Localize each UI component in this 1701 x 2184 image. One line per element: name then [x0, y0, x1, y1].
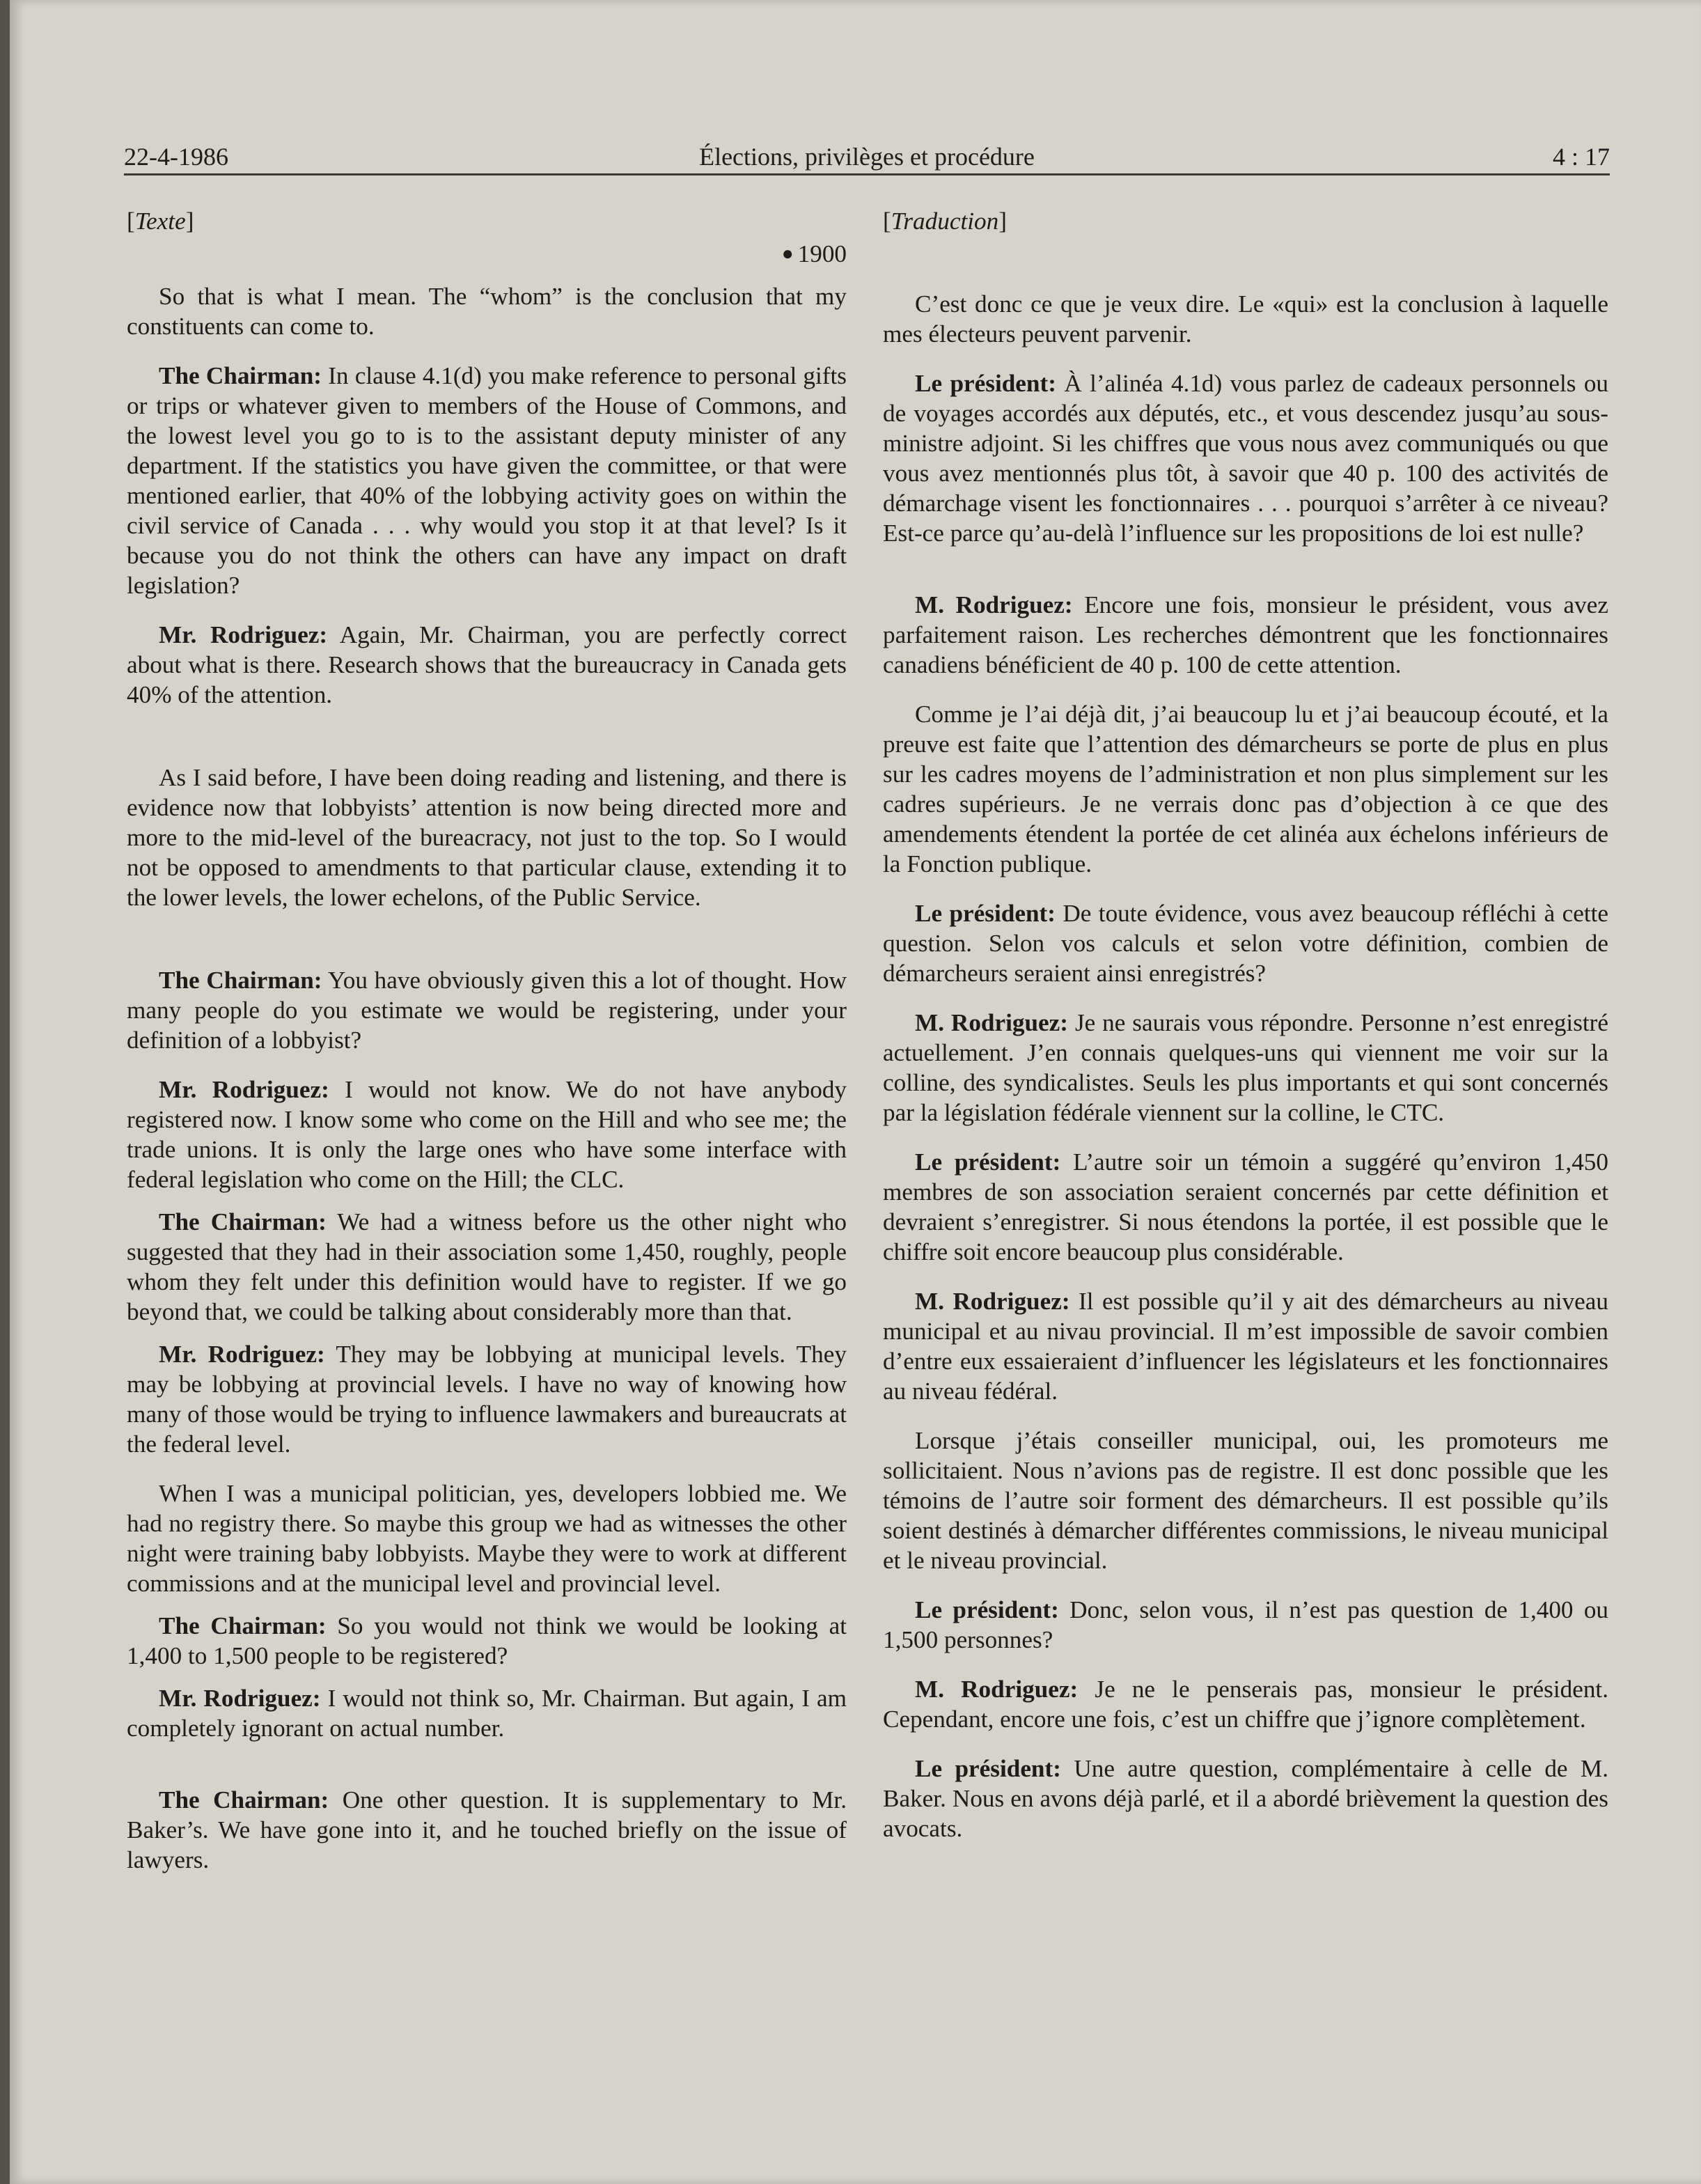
header-date: 22-4-1986 — [124, 143, 228, 171]
speaker-name: The Chairman: — [159, 967, 322, 994]
paragraph: The Chairman: You have obviously given this a lot of thought. How many people do you estimate we would be registering, under your definition of a lobbyist? — [127, 967, 847, 1054]
paragraph: So that is what I mean. The “whom” is the conclusion that my constituents can come to. — [127, 283, 847, 340]
paragraph: Mr. Rodriguez: Again, Mr. Chairman, you are perfectly correct about what is there. Research shows that the bureaucracy in Canada gets 40% of the attention. — [127, 621, 847, 708]
paragraph: The Chairman: In clause 4.1(d) you make reference to personal gifts or trips or whatever given to members of the House of Commons, and the lowest level you go to is to the assistant deputy minister of any department. If the statistics you have given the committee, or that were mentioned earlier, that 40% of the lobbying activity goes on within the civil service of Canada . . . why would you stop it at that level? Is it because you do not think the others can have any impact on draft legislation? — [127, 362, 847, 599]
paragraph: Le président: L’autre soir un témoin a suggéré qu’environ 1,450 membres de son association seraient concernés par cette définition et devraient s’enregistrer. Si nous étendons la portée, il est possible que le chiffre soit encore beaucoup plus considérable. — [883, 1148, 1608, 1265]
speaker-name: The Chairman: — [159, 1612, 327, 1639]
column-french — [883, 206, 1608, 1843]
paragraph: M. Rodriguez: Il est possible qu’il y ait des démarcheurs au niveau municipal et au nivau provincial. Il m’est impossible de savoir combien d’entre eux essaieraient d’influencer les législateurs et les fonctionnaires au niveau fédéral. — [883, 1288, 1608, 1405]
time-marker: ● 1900 — [781, 240, 847, 267]
column-label-traduction: [Traduction] — [883, 208, 1007, 235]
speaker-name: Mr. Rodriguez: — [159, 1341, 325, 1368]
running-header — [124, 136, 1610, 176]
column-label-texte: [Texte] — [127, 208, 194, 235]
speaker-name: M. Rodriguez: — [915, 1676, 1079, 1703]
column-english — [127, 206, 847, 1875]
speaker-name: M. Rodriguez: — [915, 1288, 1070, 1315]
paragraph: Mr. Rodriguez: They may be lobbying at municipal levels. They may be lobbying at provincial levels. I have no way of knowing how many of those would be trying to influence lawmakers and bureaucrats at the federal level. — [127, 1341, 847, 1458]
paragraph: C’est donc ce que je veux dire. Le «qui» est la conclusion à laquelle mes électeurs peuvent parvenir. — [883, 290, 1608, 348]
paragraph: M. Rodriguez: Encore une fois, monsieur le président, vous avez parfaitement raison. Les recherches démontrent que les fonctionnaires canadiens bénéficient de 40 p. 100 de cette attention. — [883, 591, 1608, 678]
paragraph: Mr. Rodriguez: I would not think so, Mr. Chairman. But again, I am completely ignorant on actual number. — [127, 1685, 847, 1742]
speaker-name: Le président: — [915, 1755, 1061, 1782]
paragraph: Le président: Donc, selon vous, il n’est pas question de 1,400 ou 1,500 personnes? — [883, 1596, 1609, 1653]
speaker-name: The Chairman: — [159, 1208, 327, 1235]
paragraph: The Chairman: One other question. It is supplementary to Mr. Baker’s. We have gone into it, and he touched briefly on the issue of lawyers. — [127, 1786, 847, 1873]
paragraph: Lorsque j’étais conseiller municipal, oui, les promoteurs me sollicitaient. Nous n’avions pas de registre. Il est donc possible que les témoins de l’autre soir forment des démarcheurs. Il est possible qu’ils soient destinés à démarcher différentes commissions, le niveau municipal et le niveau provincial. — [883, 1427, 1608, 1574]
paragraph: The Chairman: So you would not think we would be looking at 1,400 to 1,500 people to be registered? — [127, 1612, 847, 1669]
speaker-name: M. Rodriguez: — [915, 1009, 1069, 1036]
speaker-name: The Chairman: — [159, 1786, 329, 1814]
speaker-name: Le président: — [915, 900, 1056, 927]
speaker-name: Mr. Rodriguez: — [159, 621, 328, 648]
speaker-name: Mr. Rodriguez: — [159, 1076, 329, 1103]
paragraph: Le président: À l’alinéa 4.1d) vous parlez de cadeaux personnels ou de voyages accordés aux députés, etc., et vous descendez jusqu’au sous-ministre adjoint. Si les chiffres que vous nous avez communiqués ou que vous avez mentionnés plus tôt, à savoir que 40 p. 100 des activités de démarchage visent les fonctionnaires . . . pourquoi s’arrêter à ce niveau? Est-ce parce qu’au-delà l’influence sur les propositions de loi est nulle? — [883, 370, 1609, 547]
speaker-name: The Chairman: — [159, 362, 322, 389]
paragraph: When I was a municipal politician, yes, developers lobbied me. We had no registry there. So maybe this group we had as witnesses the other night were training baby lobbyists. Maybe they were to work at different commissions and at the municipal level and provincial level. — [127, 1480, 847, 1597]
paragraph: Comme je l’ai déjà dit, j’ai beaucoup lu et j’ai beaucoup écouté, et la preuve est faite que l’attention des démarcheurs se porte de plus en plus sur les cadres moyens de l’administration et non plus simplement sur les cadres supérieurs. Je ne verrais donc pas d’objection à ce que des amendements étendent la portée de cet alinéa aux échelons inférieurs de la Fonction publique. — [883, 701, 1608, 878]
speaker-name: Le président: — [915, 370, 1056, 397]
paragraph: The Chairman: We had a witness before us the other night who suggested that they had in their association some 1,450, roughly, people whom they felt under this definition would have to register. If we go beyond that, we could be talking about considerably more than that. — [127, 1208, 847, 1325]
paragraph: Le président: Une autre question, complémentaire à celle de M. Baker. Nous en avons déjà parlé, et il a abordé brièvement la question des avocats. — [883, 1755, 1609, 1842]
speaker-name: M. Rodriguez: — [915, 591, 1073, 618]
paragraph: Mr. Rodriguez: I would not know. We do not have anybody registered now. I know some who come on the Hill and who see me; the trade unions. It is only the large ones who have some interface with federal legislation who come on the Hill; the CLC. — [127, 1076, 847, 1193]
header-title: Élections, privilèges et procédure — [699, 143, 1035, 171]
header-page-number: 4 : 17 — [1552, 143, 1610, 171]
speaker-name: Le président: — [915, 1148, 1061, 1176]
paragraph: Le président: De toute évidence, vous avez beaucoup réfléchi à cette question. Selon vos calculs et selon votre définition, combien de démarcheurs seraient ainsi enregistrés? — [883, 900, 1609, 987]
header-rule — [124, 173, 1610, 176]
page-binding-edge — [0, 0, 10, 2184]
speaker-name: Mr. Rodriguez: — [159, 1685, 321, 1712]
bullet-icon: ● — [781, 243, 794, 265]
paragraph: As I said before, I have been doing reading and listening, and there is evidence now that lobbyists’ attention is now being directed more and more to the mid-level of the bureacracy, not just to the top. So I would not be opposed to amendments to that particular clause, extending it to the lower levels, the lower echelons, of the Public Service. — [127, 764, 847, 911]
speaker-name: Le président: — [915, 1596, 1059, 1623]
paragraph: M. Rodriguez: Je ne le penserais pas, monsieur le président. Cependant, encore une fois, c’est un chiffre que j’ignore complètement. — [883, 1676, 1608, 1733]
paragraph: M. Rodriguez: Je ne saurais vous répondre. Personne n’est enregistré actuellement. J’en connais quelques-uns qui viennent me voir sur la colline, des syndicalistes. Seuls les plus importants et qui sont concernés par la législation fédérale viennent sur la colline, le CTC. — [883, 1009, 1609, 1126]
